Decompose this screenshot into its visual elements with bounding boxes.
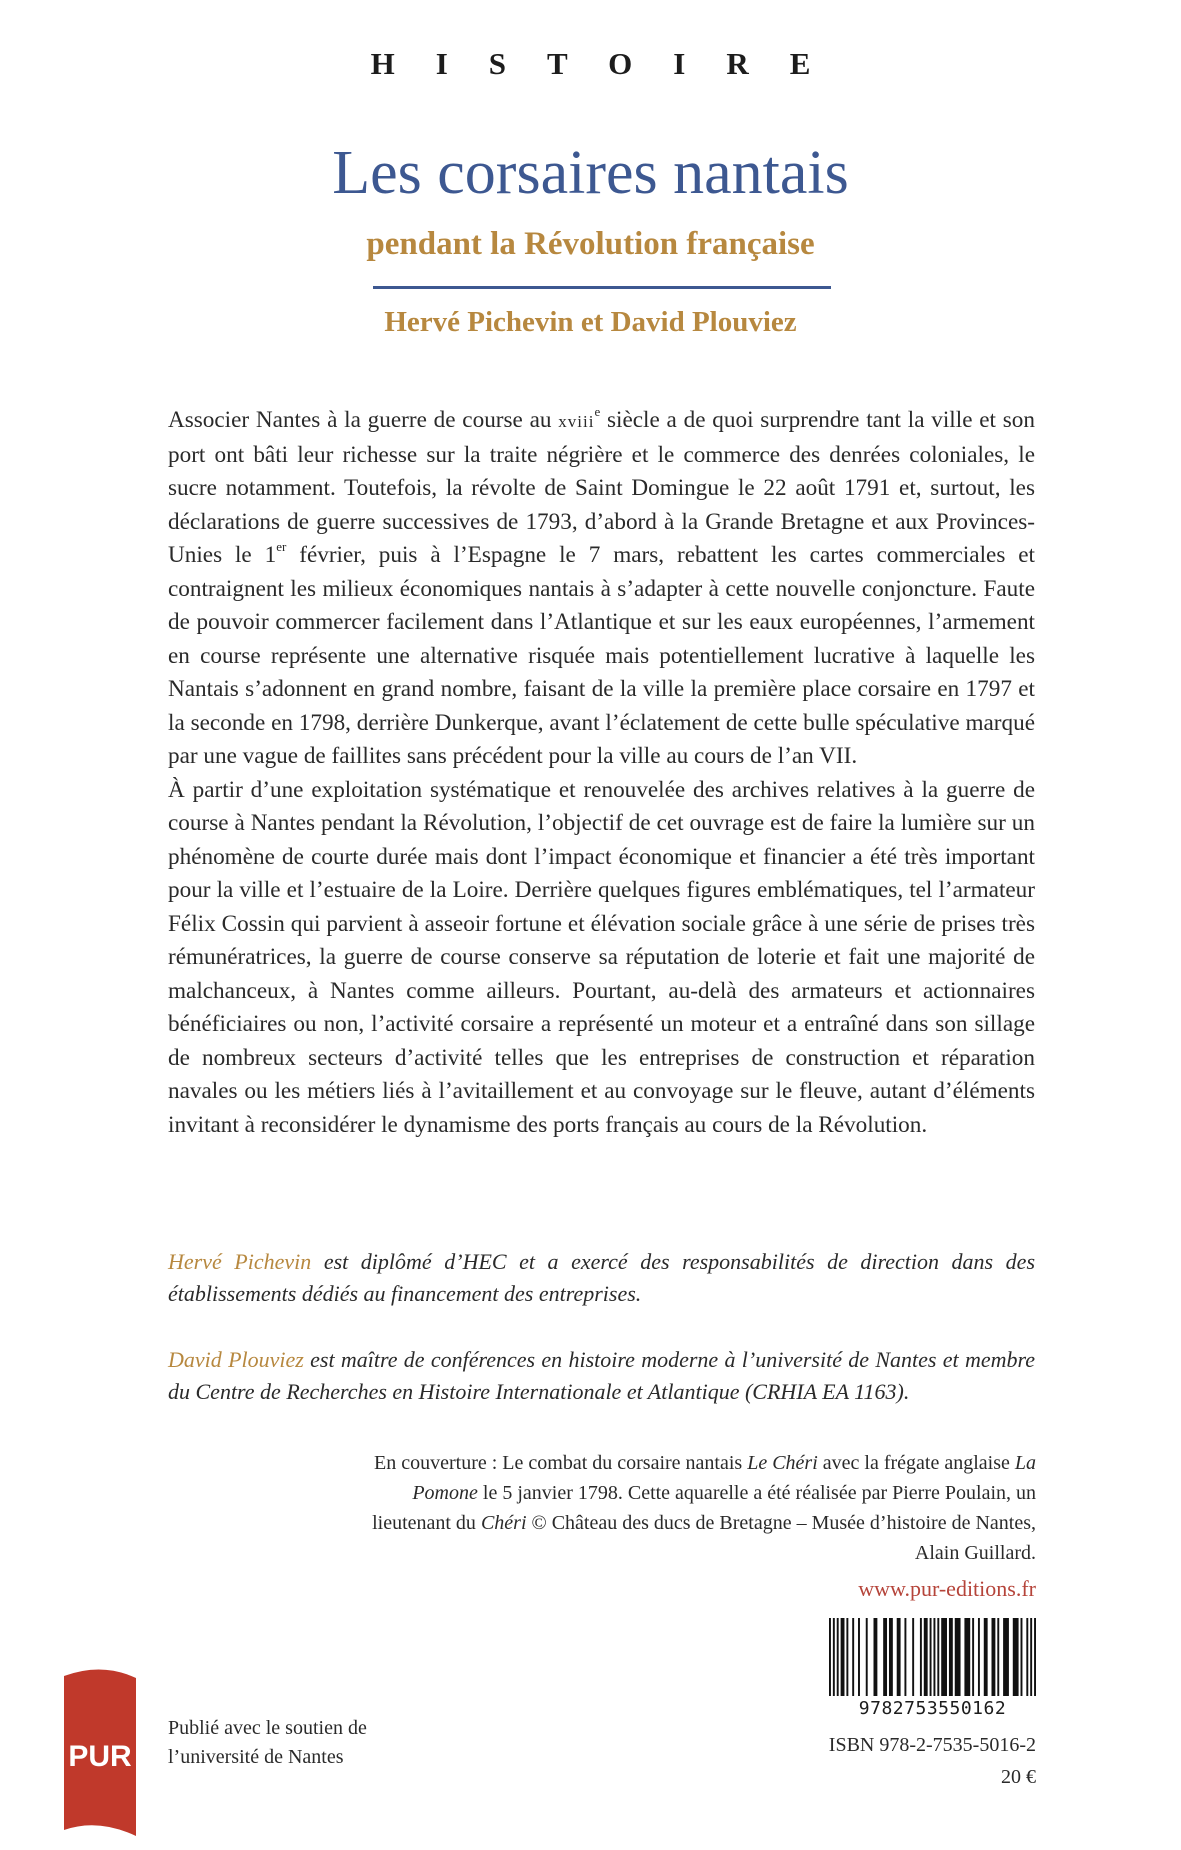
barcode-bar [937, 1618, 939, 1696]
book-title: Les corsaires nantais [332, 139, 849, 207]
barcode-bar [933, 1618, 935, 1696]
barcode-bar [930, 1618, 932, 1696]
barcode-bar [1026, 1618, 1028, 1696]
barcode-bar [984, 1618, 988, 1696]
barcode-bar [941, 1618, 947, 1696]
barcode-bar [889, 1618, 893, 1696]
barcode-bar [978, 1618, 980, 1696]
barcode-bar [852, 1618, 854, 1696]
series-label: HISTOIRE [370, 46, 852, 81]
isbn-text: ISBN 978-2-7535-5016-2 [828, 1734, 1036, 1756]
barcode-bar [1030, 1618, 1032, 1696]
barcode-bar [874, 1618, 878, 1696]
summary-text [168, 404, 1035, 1142]
support-note [168, 1714, 367, 1772]
publisher-website: www.pur-editions.fr [858, 1576, 1036, 1601]
barcode-bar [846, 1618, 848, 1696]
barcode-bar [1021, 1618, 1023, 1696]
pur-logo [58, 1666, 140, 1836]
barcode-bar [912, 1618, 914, 1696]
barcode-bar [883, 1618, 887, 1696]
author-bio-plouviez: David Plouviez est maître de conférences en histoire moderne à l’université de Nantes et membre du Centre de Recherches en Histoire Internationale et Atlantique (CRHIA EA 1163). [168, 1347, 1035, 1404]
barcode-bar [897, 1618, 901, 1696]
book-authors: Hervé Pichevin et David Plouviez [384, 306, 797, 338]
barcode-bar [924, 1618, 928, 1696]
summary-paragraph-2: À partir d’une exploitation systématique et renouvelée des archives relatives à la guerre de course à Nantes pendant la Révolution, l’objectif de cet ouvrage est de faire la lumière sur un phénomène de courte durée mais dont l’impact économique et financier a été très important pour la ville et l’estuaire de la Loire. Derrière quelques figures emblématiques, tel l’armateur Félix Cossin qui parvient à asseoir fortune et élévation sociale grâce à une série de prises très rémunératrices, la guerre de course conserve sa réputation de loterie et fait une majorité de malchanceux, à Nantes comme ailleurs. Pourtant, au-delà des armateurs et actionnaires bénéficiaires ou non, l’activité corsaire a représenté un moteur et a entraîné dans son sillage de nombreux secteurs d’activité telles que les entreprises de construction et réparation navales ou les métiers liés à l’avitaillement et au convoyage sur le fleuve, autant d’éléments invitant à reconsidérer le dynamisme des ports français au cours de la Révolution. [168, 776, 1035, 1138]
barcode-bar [992, 1618, 996, 1696]
pur-logo-text: PUR [68, 1740, 132, 1773]
barcode-bar [837, 1618, 839, 1696]
barcode-bar [1003, 1618, 1009, 1696]
barcode-bar [1034, 1618, 1036, 1696]
barcode-bar [920, 1618, 922, 1696]
barcode-bar [866, 1618, 868, 1696]
cover-credit: En couverture : Le combat du corsaire nantais Le Chéri avec la frégate anglaise La Pomone le 5 janvier 1798. Cette aquarelle a été réalisée par Pierre Poulain, un lieutenant du Chéri © Château des ducs de Bretagne – Musée d’histoire de Nantes, Alain Guillard. [372, 1452, 1036, 1564]
barcode-bar [955, 1618, 961, 1696]
barcode-bar [1013, 1618, 1019, 1696]
book-subtitle: pendant la Révolution française [366, 226, 815, 262]
barcode-bar [829, 1618, 831, 1696]
barcode-number: 9782753550162 [858, 1698, 1007, 1719]
barcode-bar [972, 1618, 974, 1696]
barcode-bar [858, 1618, 860, 1696]
barcode-bar [949, 1618, 953, 1696]
title-divider [373, 286, 831, 289]
support-line-1: Publié avec le soutien de [168, 1717, 367, 1739]
author-bio-pichevin: Hervé Pichevin est diplômé d’HEC et a exercé des responsabilités de direction dans des établissements dédiés au financement des entreprises. [168, 1249, 1035, 1306]
price-label: 20 € [1001, 1766, 1036, 1788]
isbn-barcode [829, 1618, 1036, 1704]
summary-paragraph-1: Associer Nantes à la guerre de course au xviii$^e$ siècle a de quoi surprendre tant la ville et son port ont bâti leur richesse sur la traite négrière et le commerce des denrées coloniales, le sucre notamment. Toutefois, la révolte de Saint Domingue le 22 août 1791 et, surtout, les déclarations de guerre successives de 1793, d’abord à la Grande Bretagne et aux Provinces-Unies le 1er février, puis à l’Espagne le 7 mars, rebattent les cartes commerciales et contraignent les milieux économiques nantais à s’adapter à cette nouvelle conjoncture. Faute de pouvoir commercer facilement dans l’Atlantique et sur les eaux européennes, l’armement en course représente une alternative risquée mais potentiellement lucrative à laquelle les Nantais s’adonnent en grand nombre, faisant de la ville la première place corsaire en 1797 et la seconde en 1798, derrière Dunkerque, avant l’éclatement de cette bulle spéculative marqué par une vague de faillites sans précédent pour la ville au cours de l’an VII. [168, 404, 1035, 769]
barcode-bar [841, 1618, 845, 1696]
barcode-bar [997, 1618, 999, 1696]
barcode-bar [904, 1618, 906, 1696]
barcode-bar [964, 1618, 970, 1696]
barcode-bar [833, 1618, 835, 1696]
support-line-2: l’université de Nantes [168, 1746, 344, 1768]
